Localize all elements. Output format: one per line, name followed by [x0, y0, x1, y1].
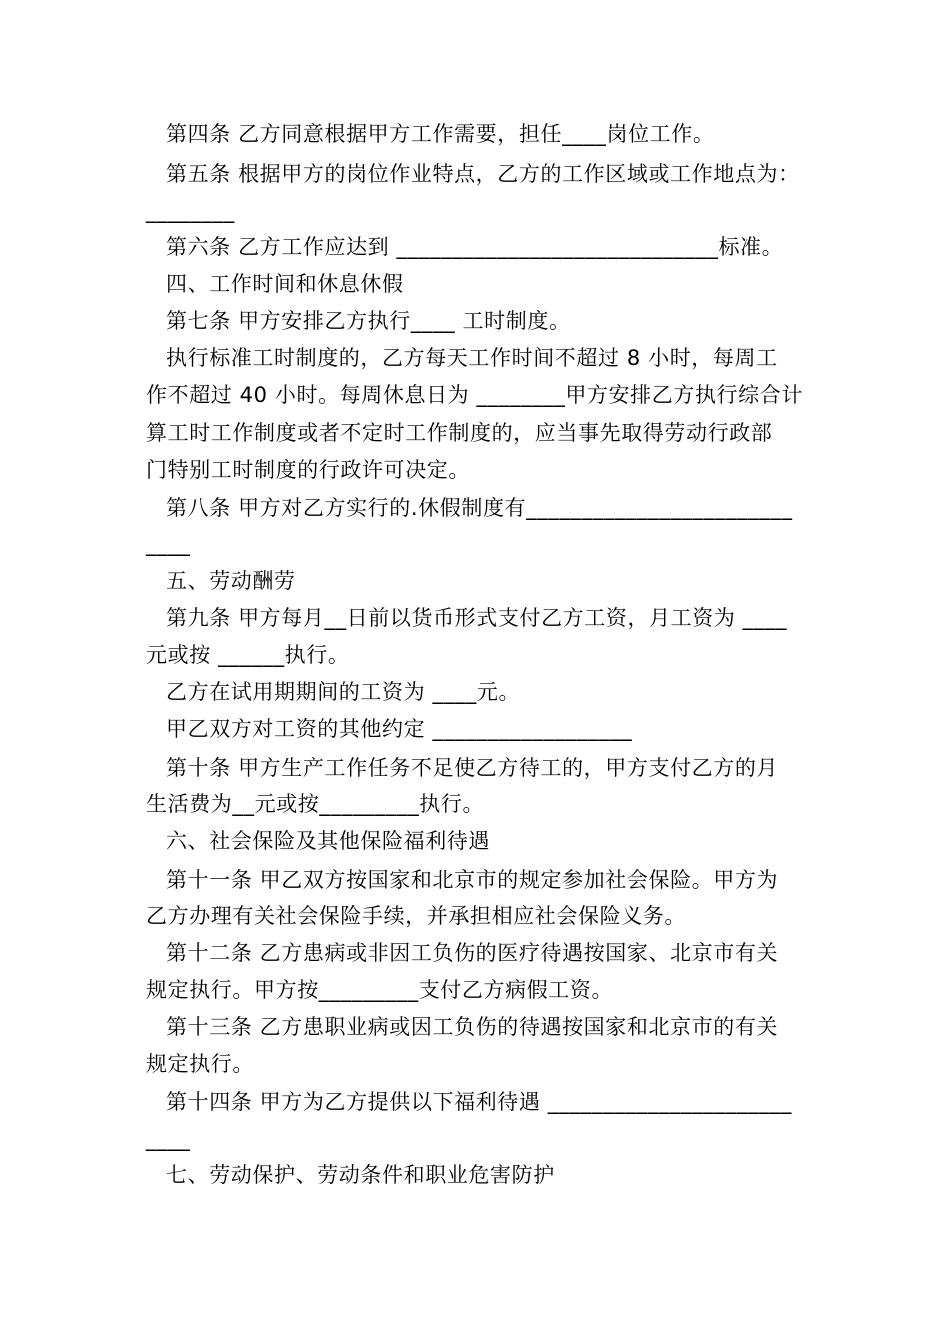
section-6-heading: 六、社会保险及其他保险福利待遇 — [166, 829, 490, 853]
standard-hours-line-3: 算工时工作制度或者不定时工作制度的，应当事先取得劳动行政部 — [146, 421, 773, 445]
article-12-line-2: 规定执行。甲方按_________支付乙方病假工资。 — [146, 978, 614, 1002]
article-9-line-1: 第九条 甲方每月__日前以货币形式支付乙方工资，月工资为 ____ — [166, 606, 788, 630]
section-4-heading: 四、工作时间和休息休假 — [166, 272, 404, 296]
article-13-line-1: 第十三条 乙方患职业病或因工负伤的待遇按国家和北京市的有关 — [166, 1015, 779, 1039]
article-4-text: 第四条 乙方同意根据甲方工作需要，担任____岗位工作。 — [166, 122, 715, 146]
standard-hours-line-4: 门特别工时制度的行政许可决定。 — [146, 458, 470, 482]
other-wage-agreement-text: 甲乙双方对工资的其他约定 __________________ — [166, 717, 633, 741]
article-11-line-2: 乙方办理有关社会保险手续，并承担相应社会保险义务。 — [146, 904, 686, 928]
article-10-line-1: 第十条 甲方生产工作任务不足使乙方待工的，甲方支付乙方的月 — [166, 756, 779, 780]
article-9-line-2: 元或按 ______执行。 — [146, 643, 350, 667]
section-7-heading: 七、劳动保护、劳动条件和职业危害防护 — [166, 1163, 555, 1187]
standard-hours-line-2: 作不超过 40 小时。每周休息日为 ________甲方安排乙方执行综合计 — [146, 383, 803, 407]
section-5-heading: 五、劳动酬劳 — [166, 569, 296, 593]
article-6-text: 第六条 乙方工作应达到 _____________________________标准。 — [166, 235, 784, 259]
article-14-text: 第十四条 甲方为乙方提供以下福利待遇 ______________________ — [166, 1090, 792, 1114]
article-7-text: 第七条 甲方安排乙方执行____ 工时制度。 — [166, 309, 571, 333]
article-12-line-1: 第十二条 乙方患病或非因工负伤的医疗待遇按国家、北京市有关 — [166, 941, 779, 965]
article-5-text: 第五条 根据甲方的岗位作业特点，乙方的工作区域或工作地点为： — [166, 162, 800, 186]
article-5-blank: ________ — [146, 199, 235, 223]
article-10-line-2: 生活费为__元或按_________执行。 — [146, 792, 485, 816]
article-8-blank: ____ — [146, 532, 191, 556]
article-14-blank: ____ — [146, 1127, 191, 1151]
article-13-line-2: 规定执行。 — [146, 1052, 254, 1076]
article-11-line-1: 第十一条 甲乙双方按国家和北京市的规定参加社会保险。甲方为 — [166, 868, 779, 892]
probation-wage-text: 乙方在试用期期间的工资为 ____元。 — [166, 680, 521, 704]
standard-hours-line-1: 执行标准工时制度的，乙方每天工作时间不超过 8 小时，每周工 — [166, 346, 778, 370]
article-8-text: 第八条 甲方对乙方实行的.休假制度有________________________ — [166, 496, 793, 520]
